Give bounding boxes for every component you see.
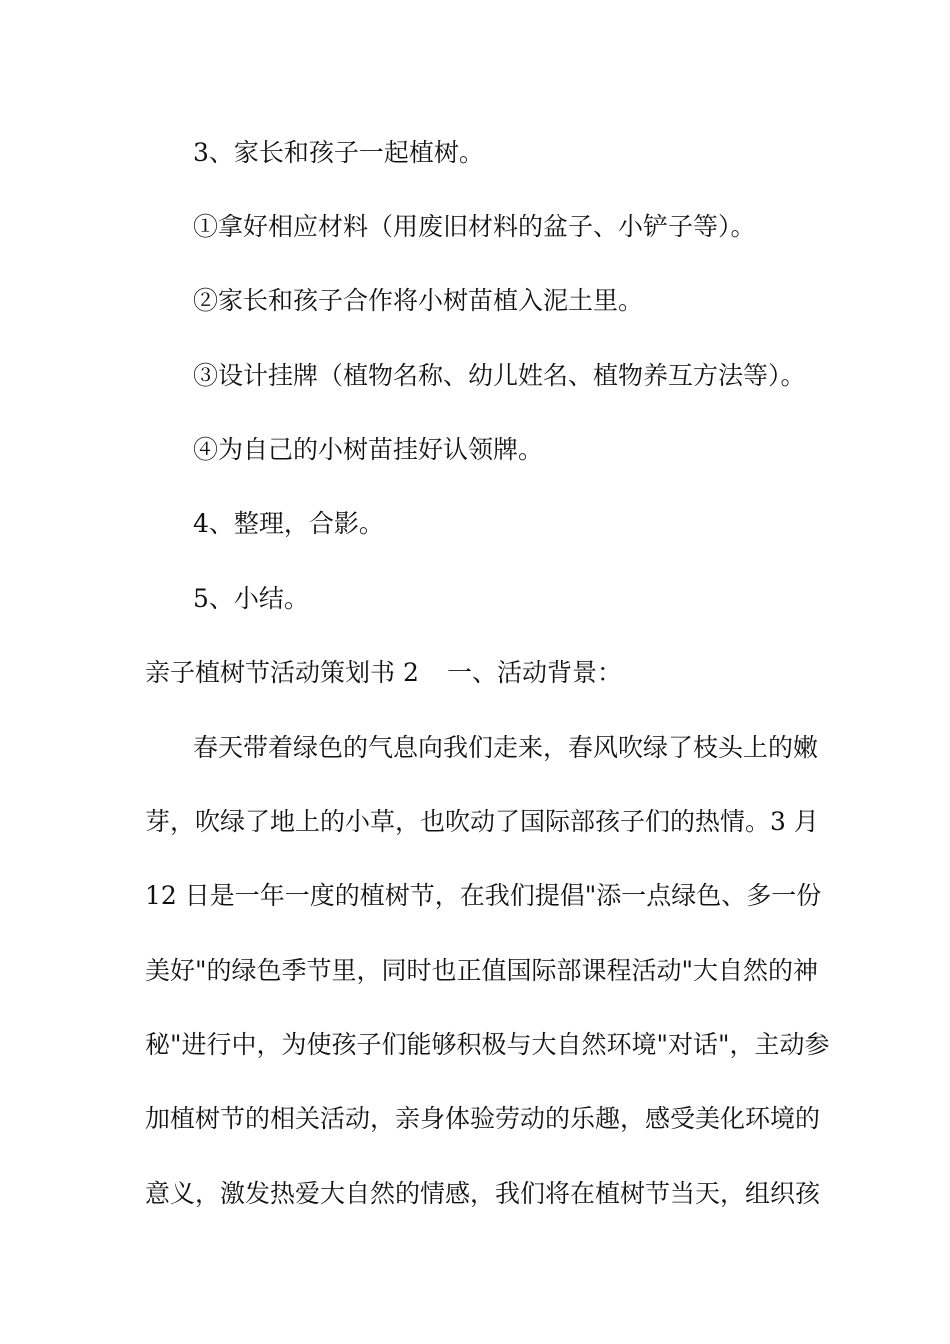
step-3-sub-2-text: ②家长和孩子合作将小树苗植入泥土里。 (193, 286, 644, 315)
step-3-sub-1-text: ①拿好相应材料（用废旧材料的盆子、小铲子等）。 (193, 212, 756, 241)
section-title: 亲子植树节活动策划书 2 (145, 658, 419, 687)
background-paragraph-line: 加植树节的相关活动，亲身体验劳动的乐趣，感受美化环境的 (145, 1104, 821, 1133)
step-4-text: 4、整理，合影。 (193, 509, 384, 538)
background-paragraph-line: 12 日是一年一度的植树节，在我们提倡"添一点绿色、多一份 (145, 881, 822, 910)
background-paragraph-line: 意义，激发热爱大自然的情感，我们将在植树节当天，组织孩 (145, 1179, 821, 1208)
background-paragraph-line: 芽，吹绿了地上的小草，也吹动了国际部孩子们的热情。3 月 (145, 807, 819, 836)
background-paragraph-line: 秘"进行中，为使孩子们能够积极与大自然环境"对话"，主动参 (145, 1030, 830, 1059)
background-paragraph-line: 春天带着绿色的气息向我们走来，春风吹绿了枝头上的嫩 (193, 733, 819, 762)
background-paragraph-line: 美好"的绿色季节里，同时也正值国际部课程活动"大自然的神 (145, 956, 819, 985)
step-3-sub-4-text: ④为自己的小树苗挂好认领牌。 (193, 435, 544, 464)
section-heading-row (145, 657, 623, 689)
step-5-text: 5、小结。 (193, 584, 309, 613)
step-3-sub-3-text: ③设计挂牌（植物名称、幼儿姓名、植物养互方法等）。 (193, 361, 806, 390)
section-subheading: 一、活动背景： (447, 658, 623, 687)
step-3-text: 3、家长和孩子一起植树。 (193, 138, 484, 167)
